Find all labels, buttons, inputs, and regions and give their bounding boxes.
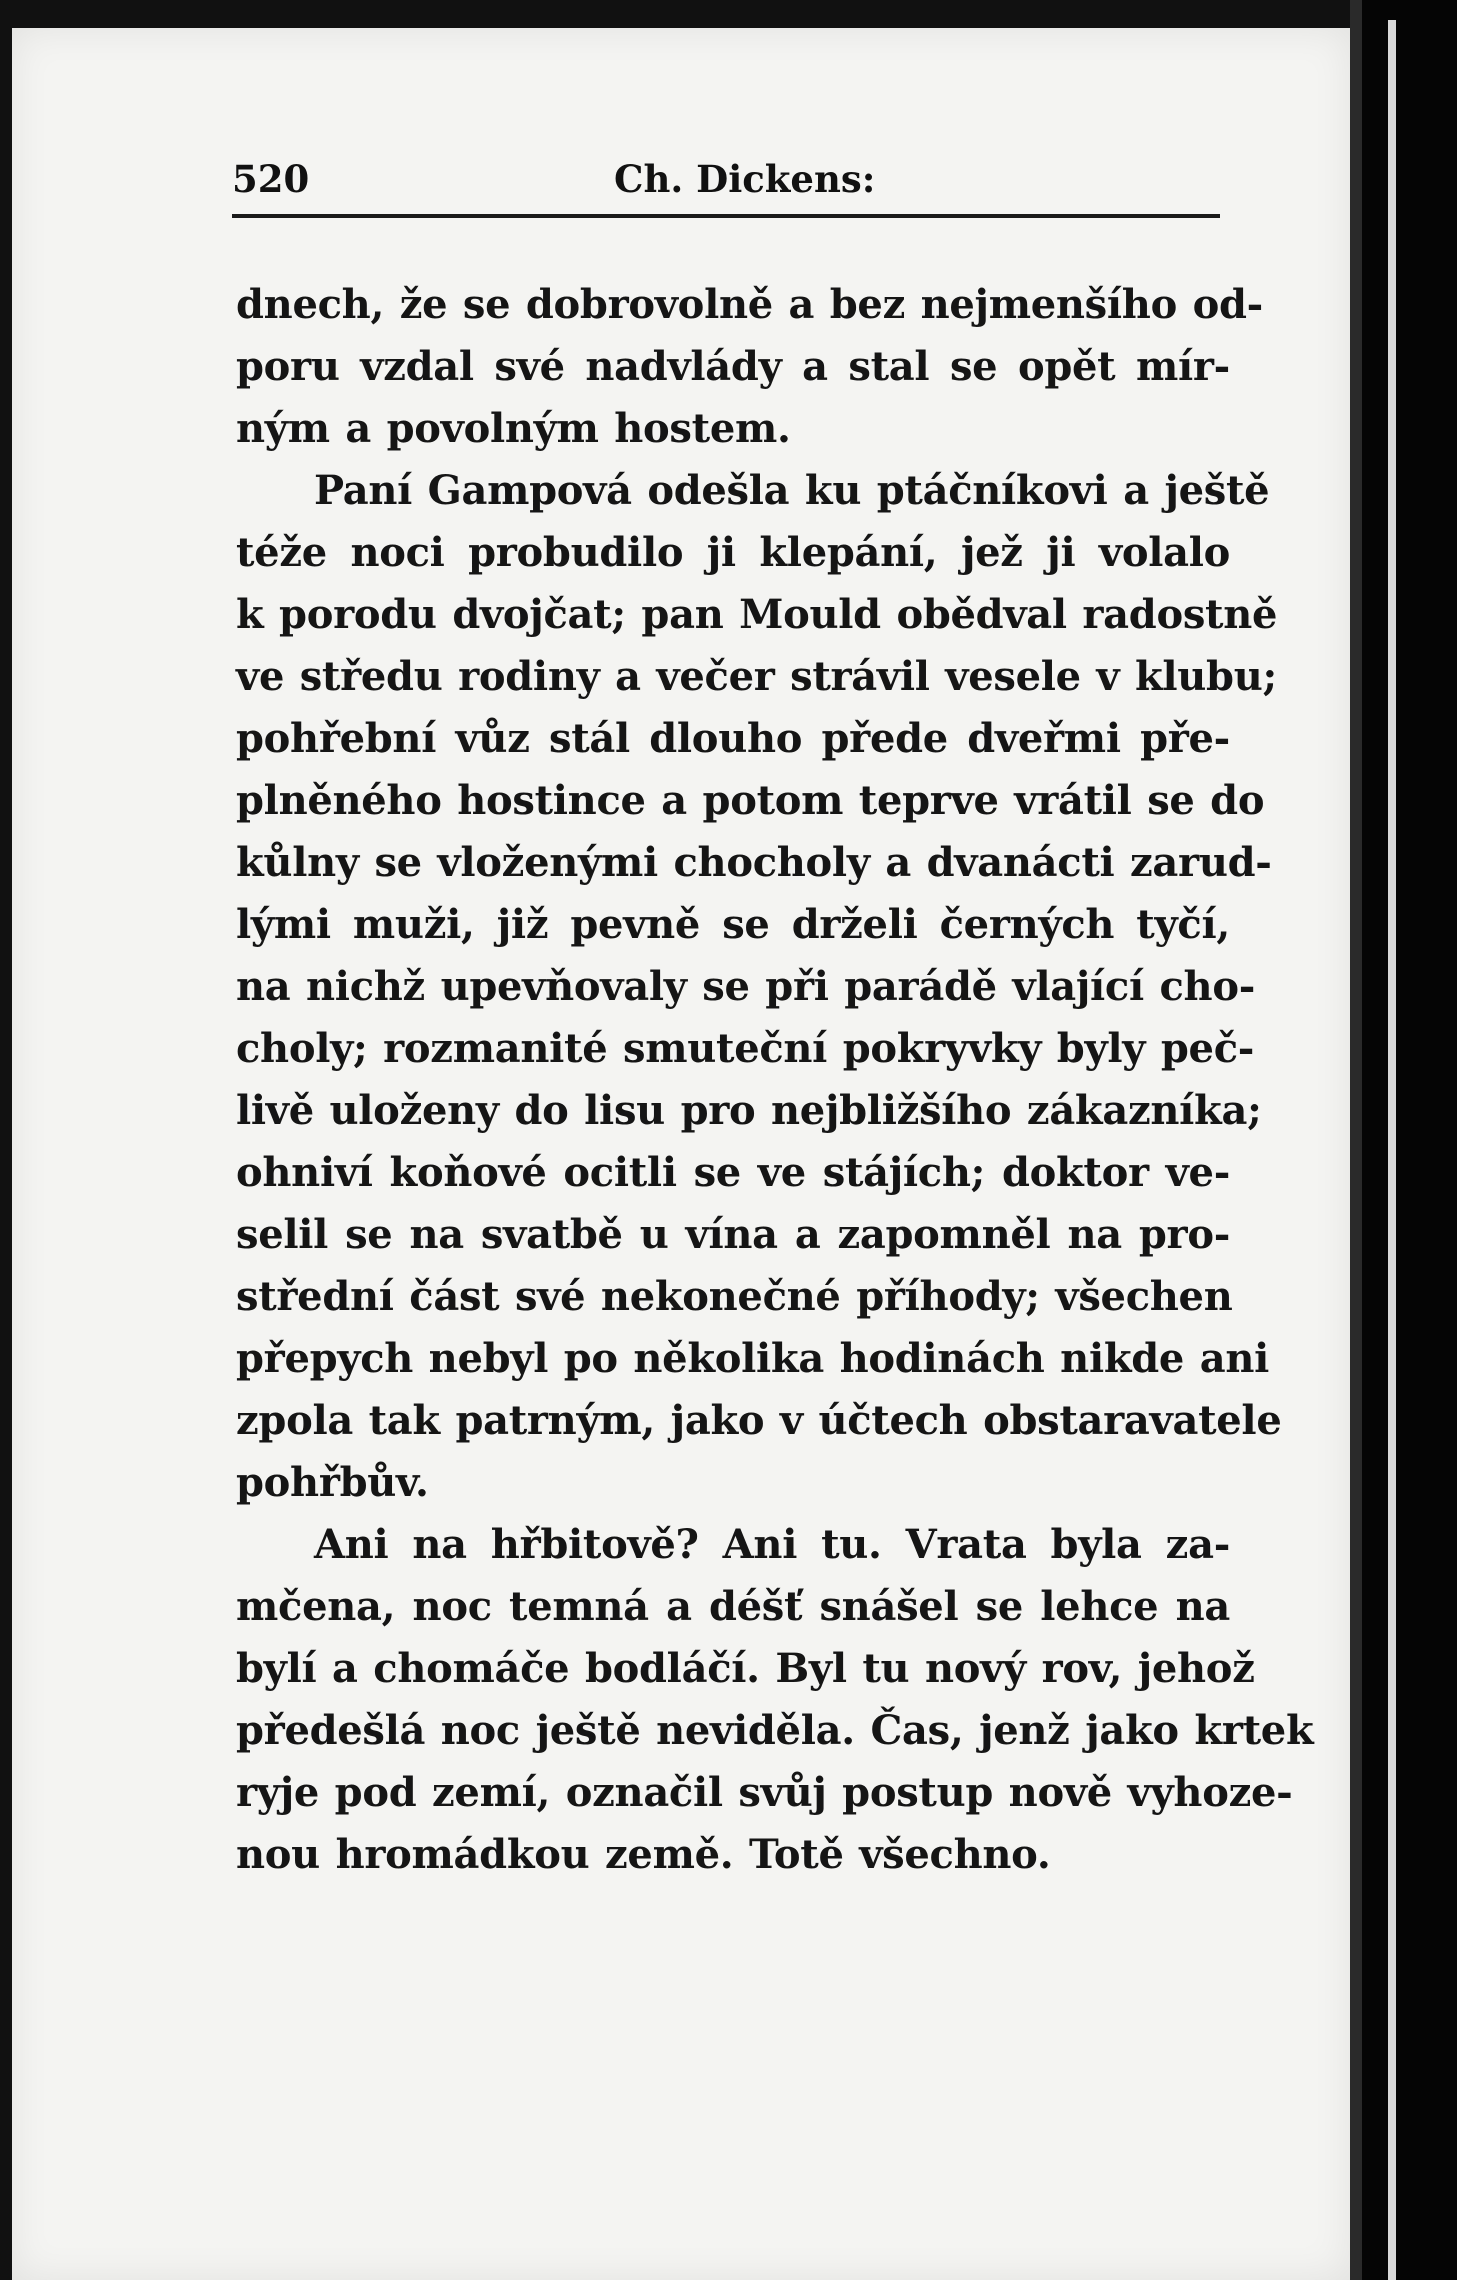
- text-line: k porodu dvojčat; pan Mould obědval radostně: [236, 591, 1278, 638]
- text-line: dnech, že se dobrovolně a bez nejmenšího od-: [236, 281, 1263, 328]
- text-line: ryje pod zemí, označil svůj postup nově vyhoze-: [236, 1769, 1293, 1816]
- header-rule: [232, 214, 1220, 218]
- text-line: pohřbův.: [236, 1459, 429, 1506]
- text-line: kůlny se vloženými chocholy a dvanácti zarud-: [236, 839, 1272, 886]
- text-line: poru vzdal své nadvlády a stal se opět mír-: [236, 343, 1230, 390]
- running-head: [232, 157, 1220, 217]
- text-line: bylí a chomáče bodláčí. Byl tu nový rov, jehož: [236, 1645, 1255, 1692]
- text-line: na nichž upevňovaly se při parádě vlající cho-: [236, 963, 1256, 1010]
- text-line: nou hromádkou země. Totě všechno.: [236, 1831, 1051, 1878]
- text-line: předešlá noc ještě neviděla. Čas, jenž jako krtek: [236, 1707, 1314, 1754]
- running-title: Ch. Dickens:: [614, 157, 876, 201]
- text-line: střední část své nekonečné příhody; všechen: [236, 1273, 1233, 1320]
- text-line: plněného hostince a potom teprve vrátil se do: [236, 777, 1265, 824]
- page-gutter-shadow: [1350, 0, 1362, 2280]
- text-line: zpola tak patrným, jako v účtech obstaravatele: [236, 1397, 1282, 1444]
- text-line: choly; rozmanité smuteční pokryvky byly peč-: [236, 1025, 1255, 1072]
- next-page-edge: [1362, 0, 1457, 2280]
- text-line: téže noci probudilo ji klepání, jež ji volalo: [236, 529, 1230, 576]
- text-line: Ani na hřbitově? Ani tu. Vrata byla za-: [314, 1521, 1230, 1568]
- text-line: ohniví koňové ocitli se ve stájích; doktor ve-: [236, 1149, 1230, 1196]
- text-line: ve středu rodiny a večer strávil vesele v klubu;: [236, 653, 1277, 700]
- text-line: lými muži, již pevně se drželi černých tyčí,: [236, 901, 1230, 948]
- text-line: livě uloženy do lisu pro nejbližšího zákazníka;: [236, 1087, 1262, 1134]
- body-text: [236, 274, 1314, 1886]
- text-line: mčena, noc temná a déšť snášel se lehce na: [236, 1583, 1230, 1630]
- next-page-strip: [1388, 20, 1396, 2280]
- text-line: přepych nebyl po několika hodinách nikde ani: [236, 1335, 1269, 1382]
- page-number: 520: [232, 157, 310, 201]
- text-line: pohřební vůz stál dlouho přede dveřmi pře-: [236, 715, 1230, 762]
- text-line: selil se na svatbě u vína a zapomněl na pro-: [236, 1211, 1230, 1258]
- text-line: ným a povolným hostem.: [236, 405, 791, 452]
- text-line: Paní Gampová odešla ku ptáčníkovi a ještě: [314, 467, 1270, 514]
